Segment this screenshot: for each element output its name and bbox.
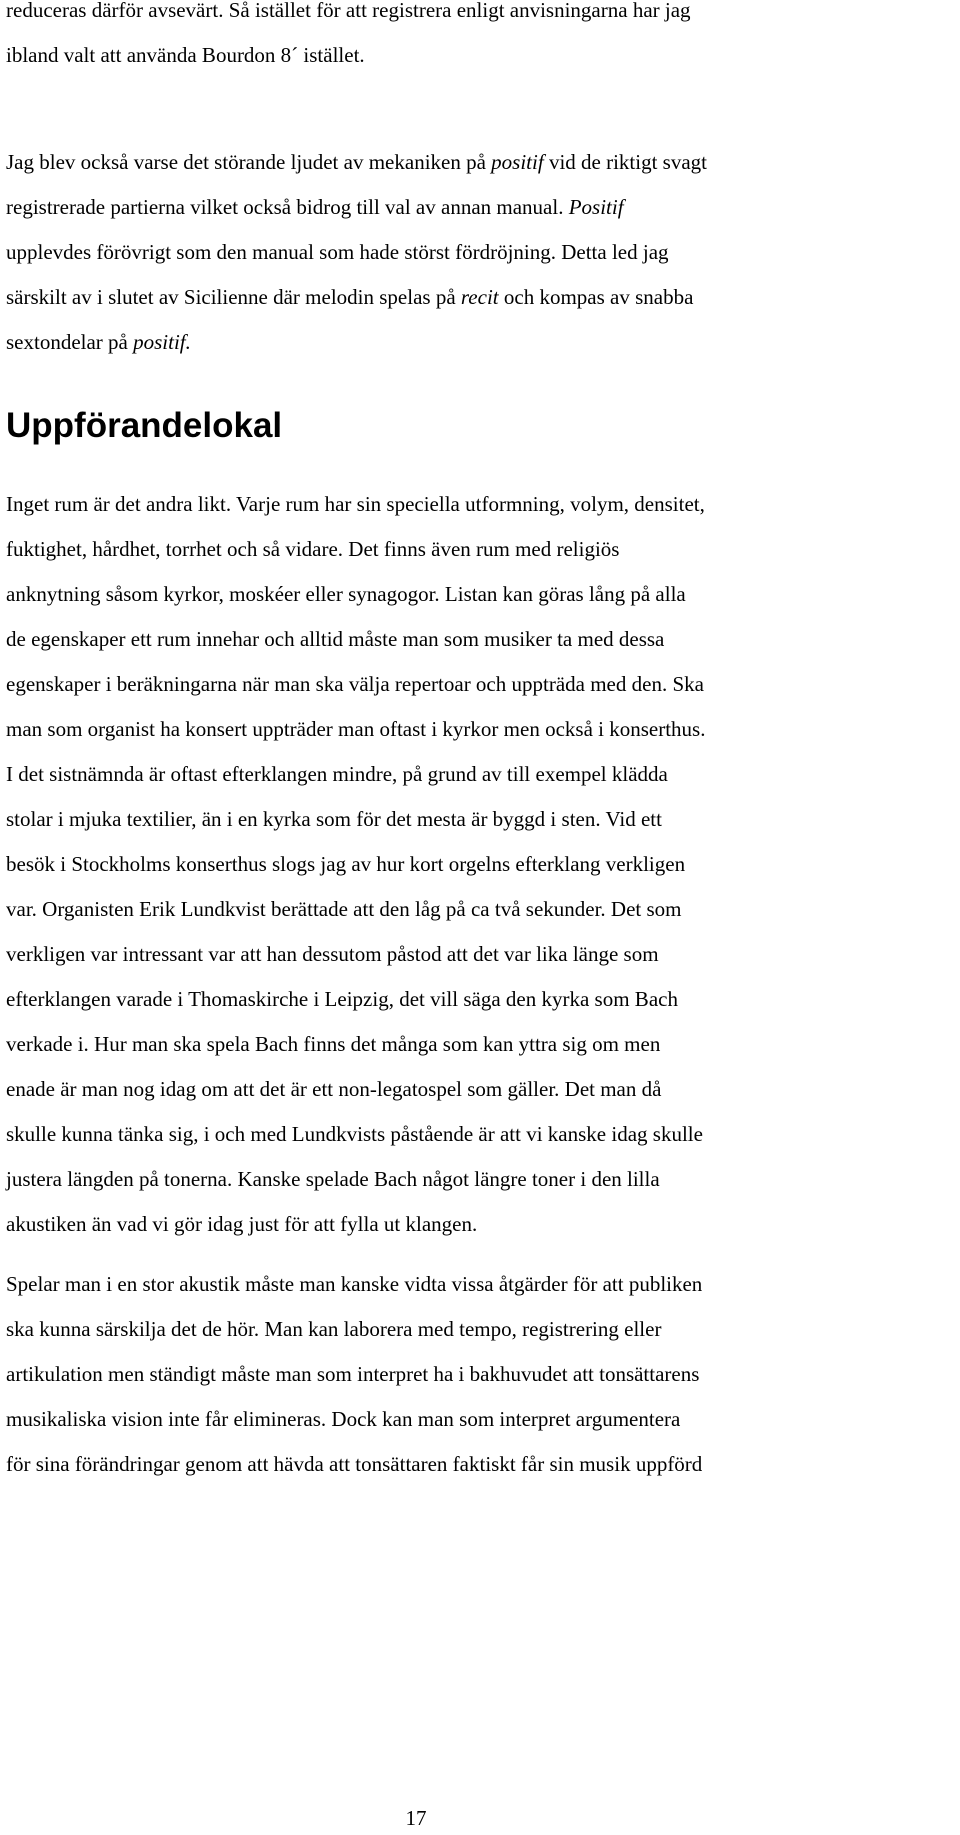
text-line: [6, 275, 826, 320]
italic-term: recit: [460, 285, 499, 309]
text-line: besök i Stockholms konserthus slogs jag av hur kort orgelns efterklang verkligen: [6, 852, 686, 876]
text-line: fuktighet, hårdhet, torrhet och så vidare. Det finns även rum med religiös: [6, 537, 620, 561]
text-line: efterklangen varade i Thomaskirche i Leipzig, det vill säga den kyrka som Bach: [6, 987, 678, 1011]
text-run: vid de riktigt svagt: [543, 150, 708, 174]
italic-term: positif: [491, 150, 544, 174]
paragraph-registration: [6, 0, 826, 78]
text-line: upplevdes förövrigt som den manual som hade störst fördröjning. Detta led jag: [6, 240, 669, 264]
text-line: egenskaper i beräkningarna när man ska välja repertoar och uppträda med den. Ska: [6, 672, 704, 696]
text-line: musikaliska vision inte får elimineras. Dock kan man som interpret argumentera: [6, 1407, 681, 1431]
italic-term: Positif: [568, 195, 624, 219]
text-line: enade är man nog idag om att det är ett non-legatospel som gäller. Det man då: [6, 1077, 662, 1101]
text-line: verkligen var intressant var att han dessutom påstod att det var lika länge som: [6, 942, 659, 966]
text-line: var. Organisten Erik Lundkvist berättade att den låg på ca två sekunder. Det som: [6, 897, 682, 921]
paragraph-large-acoustic: [6, 1262, 826, 1487]
text-line: verkade i. Hur man ska spela Bach finns det många som kan yttra sig om men: [6, 1032, 661, 1056]
text-line: man som organist ha konsert uppträder man oftast i kyrkor men också i konserthus.: [6, 717, 706, 741]
text-line: skulle kunna tänka sig, i och med Lundkvists påstående är att vi kanske idag skulle: [6, 1122, 703, 1146]
italic-term: positif.: [133, 330, 191, 354]
text-run: sextondelar på: [6, 330, 134, 354]
text-line: justera längden på tonerna. Kanske spelade Bach något längre toner i den lilla: [6, 1167, 660, 1191]
text-line: stolar i mjuka textilier, än i en kyrka som för det mesta är byggd i sten. Vid ett: [6, 807, 662, 831]
text-line: [6, 320, 826, 365]
section-heading: Uppförandelokal: [6, 406, 283, 445]
text-run: och kompas av snabba: [498, 285, 694, 309]
text-line: de egenskaper ett rum innehar och alltid måste man som musiker ta med dessa: [6, 627, 665, 651]
text-line: Spelar man i en stor akustik måste man kanske vidta vissa åtgärder för att publiken: [6, 1272, 703, 1296]
paragraph-venue: [6, 482, 826, 1247]
text-run: särskilt av i slutet av Sicilienne där melodin spelas på: [6, 285, 461, 309]
text-line: akustiken än vad vi gör idag just för att fylla ut klangen.: [6, 1212, 478, 1236]
text-run: Jag blev också varse det störande ljudet av mekaniken på: [6, 150, 492, 174]
text-line: I det sistnämnda är oftast efterklangen mindre, på grund av till exempel klädda: [6, 762, 668, 786]
text-line: [6, 185, 826, 230]
page-number: 17: [405, 1806, 427, 1830]
text-line: ska kunna särskilja det de hör. Man kan laborera med tempo, registrering eller: [6, 1317, 662, 1341]
text-line: anknytning såsom kyrkor, moskéer eller synagogor. Listan kan göras lång på alla: [6, 582, 686, 606]
text-line: ibland valt att använda Bourdon 8´ istället.: [6, 43, 365, 67]
text-run: registrerade partierna vilket också bidrog till val av annan manual.: [6, 195, 569, 219]
paragraph-mechanics-noise: [6, 140, 826, 365]
text-line: Inget rum är det andra likt. Varje rum har sin speciella utformning, volym, densitet,: [6, 492, 705, 516]
text-line: artikulation men ständigt måste man som interpret ha i bakhuvudet att tonsättarens: [6, 1362, 700, 1386]
text-line: [6, 140, 826, 185]
text-line: för sina förändringar genom att hävda att tonsättaren faktiskt får sin musik uppförd: [6, 1452, 703, 1476]
text-line: reduceras därför avsevärt. Så istället för att registrera enligt anvisningarna har jag: [6, 0, 691, 22]
